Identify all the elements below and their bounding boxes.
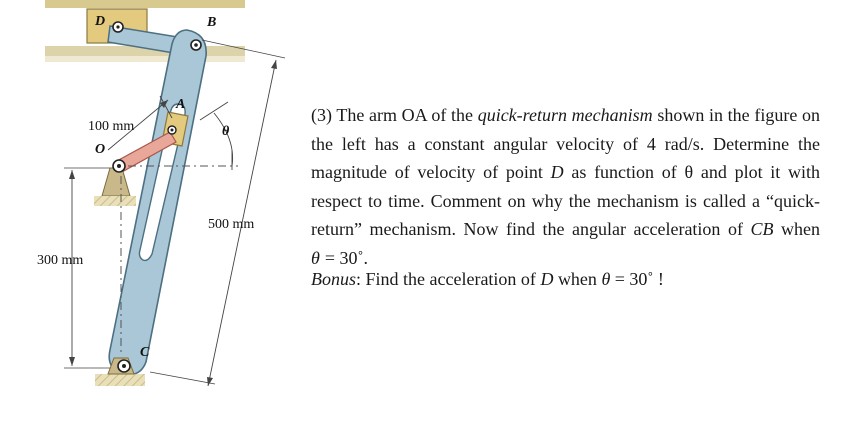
bonus-text-3: = 30˚ ! <box>614 269 664 289</box>
label-a: A <box>176 97 186 112</box>
pin-c-dot <box>122 364 126 368</box>
support-o <box>102 168 130 196</box>
problem-text-5: = 30˚. <box>324 247 368 268</box>
bonus-point-d: D <box>540 269 554 289</box>
problem-paragraph <box>311 101 820 272</box>
theta-line <box>200 102 228 120</box>
dim-cb-arrow-bottom <box>207 377 213 386</box>
problem-text-3: as function of θ and plot it with respect to time. Comment on why the mechanism is called a “quick-return” mechanism. Now find the angular acceleration of <box>311 162 821 239</box>
problem-number: (3) <box>311 105 332 125</box>
bonus-theta: θ <box>601 269 611 289</box>
label-dim-cb: 500 mm <box>208 217 255 232</box>
problem-text-4: when <box>781 219 821 239</box>
label-dim-oc: 300 mm <box>37 253 84 268</box>
bonus-text-1: : Find the acceleration of <box>356 269 536 289</box>
label-dim-oa: 100 mm <box>88 119 135 134</box>
problem-theta: θ <box>311 247 320 268</box>
slider-guide-top <box>45 0 245 8</box>
theta-arc <box>214 113 233 166</box>
dim-oc-arrow-top <box>69 170 75 179</box>
pin-d-dot <box>116 25 119 28</box>
problem-text-1: The arm OA of the <box>336 105 474 125</box>
pin-a-dot <box>171 129 174 132</box>
bonus-label: Bonus <box>311 269 356 289</box>
mechanism-drawing <box>0 0 300 440</box>
slider-guide-shade <box>45 56 245 62</box>
ground-o <box>94 196 136 206</box>
ground-c <box>95 374 145 386</box>
dim-oc-arrow-bottom <box>69 357 75 366</box>
problem-statement <box>311 101 820 272</box>
bonus-statement <box>311 265 664 293</box>
bonus-text-2: when <box>557 269 597 289</box>
mechanism-name: quick-return mechanism <box>477 105 653 125</box>
label-theta: θ <box>222 124 230 139</box>
dim-cb-arrow-top <box>271 60 277 69</box>
mechanism-figure <box>0 0 300 440</box>
pin-o-dot <box>117 164 121 168</box>
problem-link-cb: CB <box>750 219 774 239</box>
problem-text-2: shown in the figure on the left has a constant angular velocity of 4 rad/s. Determine the magnitude of velocity of point <box>311 105 820 182</box>
label-c: C <box>140 345 150 360</box>
dim-cb-ext-bottom <box>150 372 215 384</box>
label-b: B <box>207 15 217 30</box>
pin-b-dot <box>194 43 198 47</box>
label-o: O <box>95 142 106 157</box>
label-d: D <box>95 14 106 29</box>
problem-point-d: D <box>550 162 564 182</box>
